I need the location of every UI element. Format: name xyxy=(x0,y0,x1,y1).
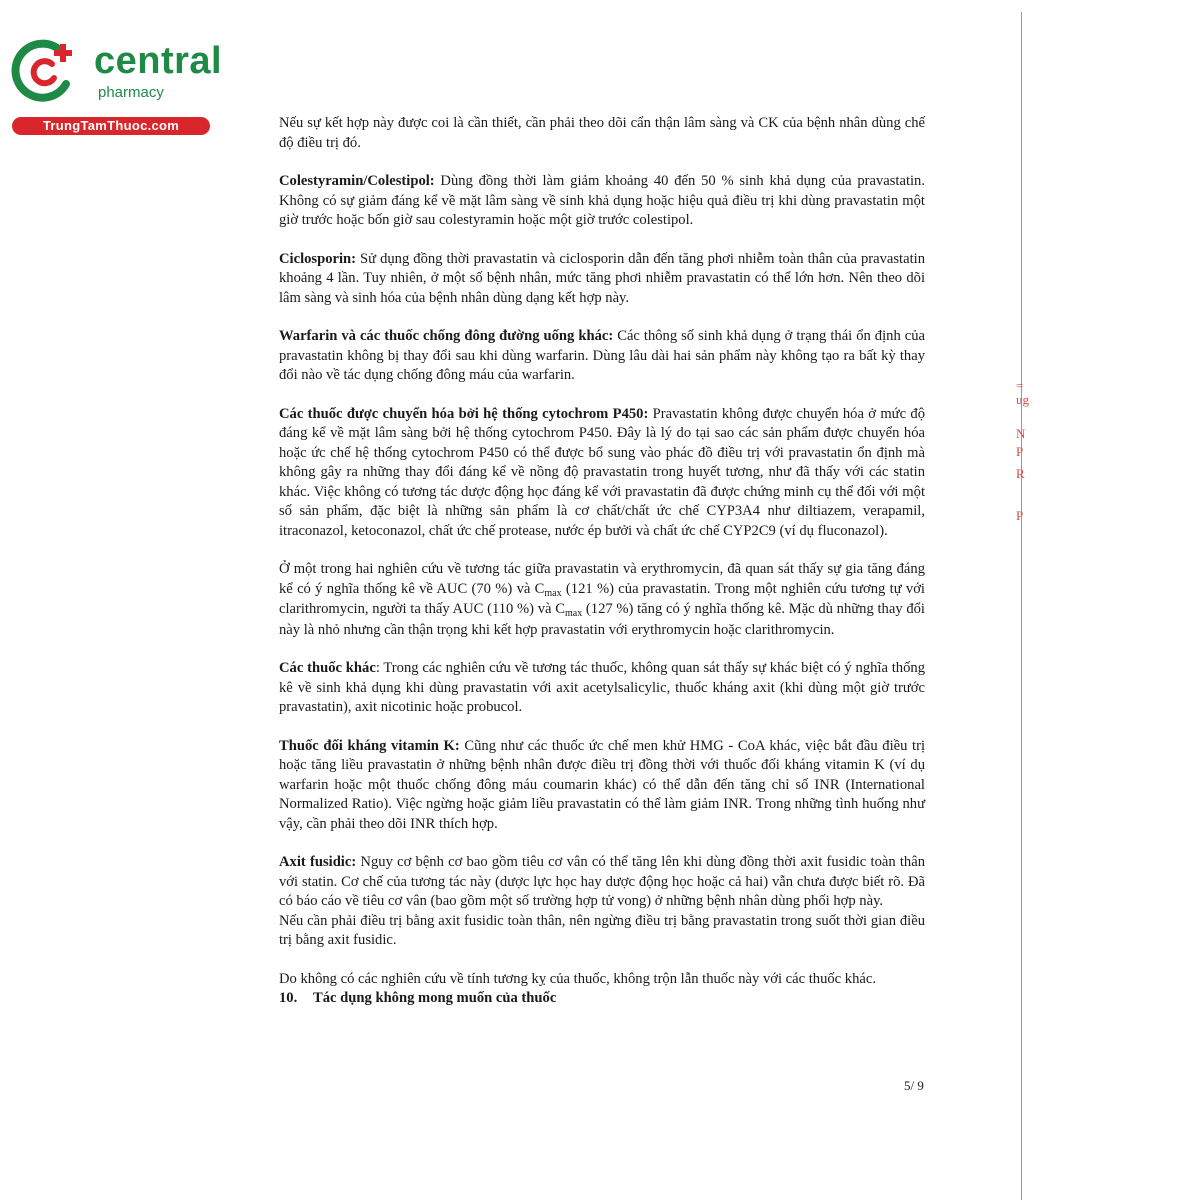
central-pharmacy-logo-icon xyxy=(10,36,80,106)
document-body xyxy=(279,114,925,1009)
paragraph-erythromycin: Ở một trong hai nghiên cứu về tương tác giữa pravastatin và erythromycin, đã quan sát thấy sự gia tăng đáng kể có ý nghĩa thống kê về AUC (70 %) và $C_{max}$ (121 %) của pravastatin. Trong một nghiên cứu tương tự với clarithromycin, người ta thấy AUC (110 %) và $C_{max}$ (127 %) tăng có ý nghĩa thống kê. Mặc dù những thay đổi này là nhỏ nhưng cần thận trọng khi kết hợp pravastatin với erythromycin hoặc clarithromycin. xyxy=(279,561,925,638)
brand-name: central xyxy=(94,40,223,82)
paragraph-heading: Thuốc đối kháng vitamin K: xyxy=(279,737,460,754)
stamp-mark: R xyxy=(1016,466,1025,481)
paragraph-heading: Các thuốc khác xyxy=(279,660,376,676)
margin-stamp xyxy=(1010,378,1032,538)
paragraph-other-drugs: Các thuốc khác: Trong các nghiên cứu về tương tác thuốc, không quan sát thấy sự khác biệt có ý nghĩa thống kê về sinh khả dụng khi dùng pravastatin với axit acetylsalicylic, thuốc kháng axit (khi dùng một giờ trước pravastatin), axit nicotinic hoặc probucol. xyxy=(279,660,925,715)
paragraph-fusidic: Axit fusidic: Nguy cơ bệnh cơ bao gồm tiêu cơ vân có thể tăng lên khi dùng đồng thời axit fusidic toàn thân với statin. Cơ chế của tương tác này (dược lực học hay dược động học hoặc cả hai) vẫn chưa được biết rõ. Đã có báo cáo về tiêu cơ vân (bao gồm một số trường hợp tử vong) ở những bệnh nhân dùng phối hợp này. xyxy=(279,854,925,909)
paragraph-closing: Do không có các nghiên cứu về tính tương kỵ của thuốc, không trộn lẫn thuốc này với các thuốc khác. xyxy=(279,970,877,987)
brand-subtitle: pharmacy xyxy=(98,84,164,101)
section-number: 10. xyxy=(279,990,298,1006)
paragraph-heading: Ciclosporin: xyxy=(279,250,357,267)
page-edge-divider xyxy=(1021,12,1022,1200)
paragraph-fusidic-note: Nếu cần phải điều trị bằng axit fusidic toàn thân, nên ngừng điều trị bằng pravastatin trong suốt thời gian điều trị bằng axit fusidic. xyxy=(279,912,925,948)
paragraph-ciclosporin: Ciclosporin: Sử dụng đồng thời pravastatin và ciclosporin dẫn đến tăng phơi nhiễm toàn thân của pravastatin khoảng 4 lần. Tuy nhiên, ở một số bệnh nhân, mức tăng phơi nhiễm pravastatin có thể lớn hơn. Nên theo dõi lâm sàng và sinh hóa của bệnh nhân dùng dạng kết hợp này. xyxy=(279,250,925,306)
stamp-mark: P xyxy=(1016,444,1024,459)
stamp-mark: ug xyxy=(1016,392,1029,407)
brand-logo xyxy=(10,36,223,136)
brand-url: TrungTamThuoc.com xyxy=(12,117,210,135)
section-heading xyxy=(279,989,925,1009)
paragraph-colestyramin: Colestyramin/Colestipol: Dùng đồng thời làm giảm khoảng 40 đến 50 % sinh khả dụng của pravastatin. Không có sự giảm đáng kể về mặt lâm sàng về sinh khả dụng hoặc hiệu quả điều trị khi dùng pravastatin một giờ trước hoặc bốn giờ sau colestyramin hoặc một giờ trước colestipol. xyxy=(279,173,925,228)
stamp-mark: N xyxy=(1016,426,1026,441)
paragraph-vitamin-k: Thuốc đối kháng vitamin K: Cũng như các thuốc ức chế men khử HMG - CoA khác, việc bắt đầu điều trị hoặc tăng liều pravastatin ở những bệnh nhân được điều trị đồng thời với thuốc đối kháng vitamin K (ví dụ warfarin hoặc một thuốc chống đông máu coumarin khác) có thể dẫn đến tăng chỉ số INR (International Normalized Ratio). Việc ngừng hoặc giảm liều pravastatin có thể làm giảm INR. Trong những tình huống như vậy, cần phải theo dõi INR thích hợp. xyxy=(279,737,925,832)
paragraph-heading: Axit fusidic: xyxy=(279,854,357,870)
page-number: 5/ 9 xyxy=(904,1078,924,1093)
paragraph-heading: Warfarin và các thuốc chống đông đường uống khác: xyxy=(279,328,614,344)
paragraph: Nếu sự kết hợp này được coi là cần thiết, cần phải theo dõi cẩn thận lâm sàng và CK của bệnh nhân dùng chế độ điều trị đó. xyxy=(279,115,925,151)
stamp-mark: P xyxy=(1016,508,1024,523)
paragraph-warfarin: Warfarin và các thuốc chống đông đường uống khác: Các thông số sinh khả dụng ở trạng thái ổn định của pravastatin không bị thay đổi sau khi dùng warfarin. Dùng lâu dài hai sản phẩm này không tạo ra bất kỳ thay đổi nào về tác dụng chống đông máu của warfarin. xyxy=(279,328,925,383)
paragraph-heading: Các thuốc được chuyển hóa bởi hệ thống cytochrom P450: xyxy=(279,405,649,422)
section-title: Tác dụng không mong muốn của thuốc xyxy=(313,990,557,1006)
paragraph-cytochrom: Các thuốc được chuyển hóa bởi hệ thống cytochrom P450: Pravastatin không được chuyển hóa ở mức độ đáng kể về mặt lâm sàng bởi hệ thống cytochrom P450. Đây là lý do tại sao các sản phẩm được chuyển hóa hoặc ức chế hệ thống cytochrom P450 có thể được bổ sung vào phác đồ điều trị với pravastatin ổn định mà không gây ra những thay đổi đáng kể về nồng độ pravastatin trong huyết tương, như đã thấy với các statin khác. Việc không có tương tác dược động học đáng kể với pravastatin đã được chứng minh cụ thể đối với một số sản phẩm, đặc biệt là những sản phẩm là cơ chất/chất ức chế CYP3A4 như diltiazem, verapamil, itraconazol, ketoconazol, chất ức chế protease, nước ép bưởi và chất ức chế CYP2C9 (ví dụ fluconazol). xyxy=(279,405,925,539)
paragraph-heading: Colestyramin/Colestipol: xyxy=(279,173,435,189)
stamp-mark: = xyxy=(1016,378,1024,393)
